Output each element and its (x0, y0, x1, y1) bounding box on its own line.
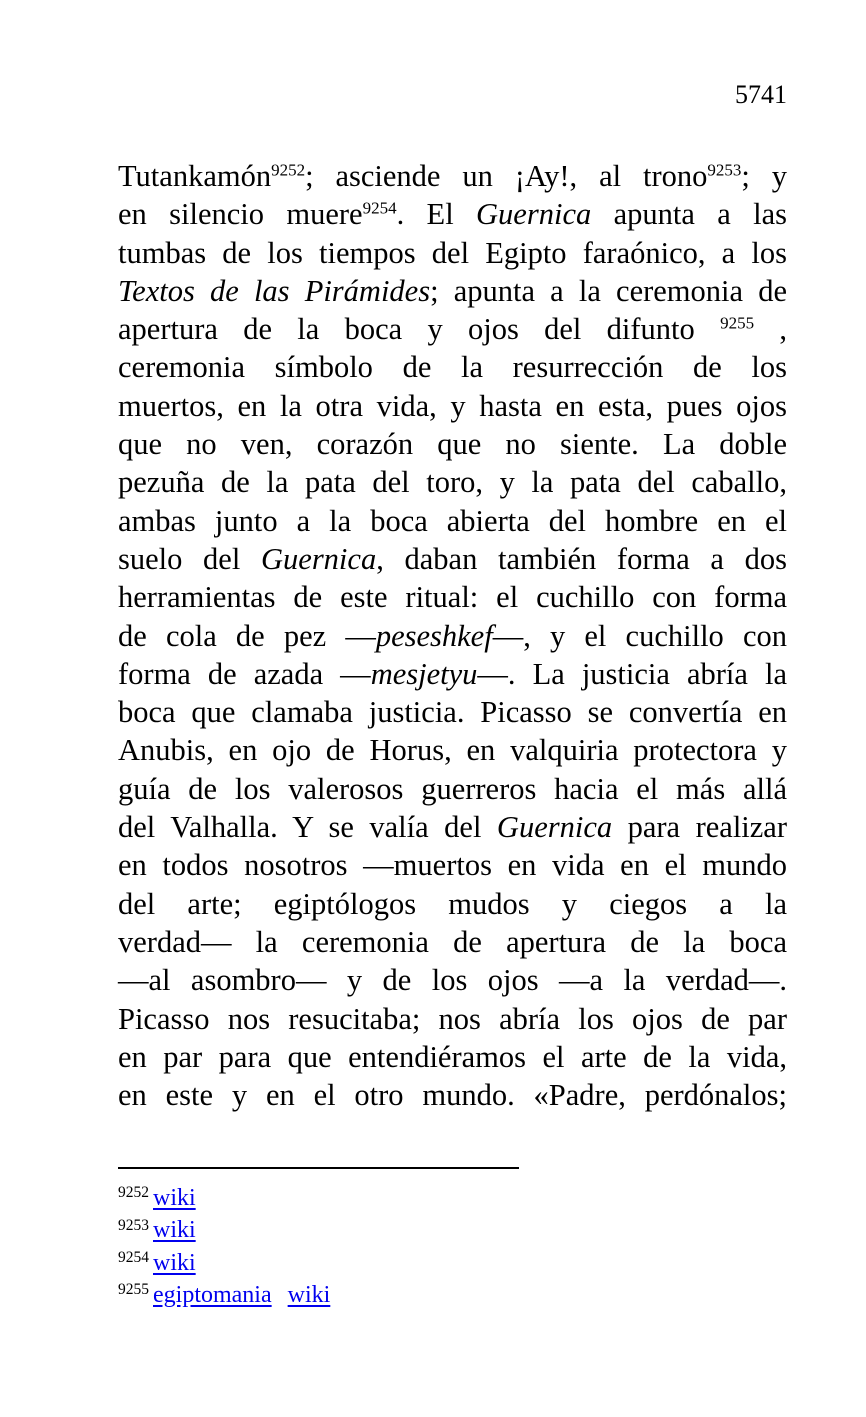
text-line: en todos nosotros —muertos en vida en el mundo (118, 848, 787, 883)
footnote-item (118, 1247, 330, 1279)
text-line: tumbas de los tiempos del Egipto faraónico, a los (118, 235, 787, 270)
footnote-item (118, 1279, 330, 1311)
footnote-ref[interactable]: 9255 (720, 313, 755, 333)
text-line: herramientas de este ritual: el cuchillo con forma (118, 580, 787, 615)
footnote-ref[interactable]: 9254 (362, 198, 397, 218)
footnote-ref[interactable]: 9252 (271, 160, 306, 180)
text-line: apertura de la boca y ojos del difunto $^{9255}$ , (118, 312, 788, 347)
text-line: ceremonia símbolo de la resurrección de los (118, 350, 787, 385)
text-line: boca que clamaba justicia. Picasso se convertía en (118, 695, 787, 730)
footnote-number: 9254 (118, 1248, 149, 1266)
text-line: Tutankamón$^{9252}$; asciende un ¡Ay!, al trono$^{9253}$; y (118, 159, 787, 193)
text-line: guía de los valerosos guerreros hacia el más allá (118, 771, 787, 806)
text-line: en silencio muere$^{9254}$. El Guernica apunta a las (118, 197, 788, 232)
page-number: 5741 (735, 80, 787, 109)
text-line: forma de azada —mesjetyu—. La justicia abría la (118, 656, 787, 691)
body-paragraph (118, 157, 787, 1114)
footnote-ref[interactable]: 9253 (707, 160, 742, 180)
text-line: suelo del Guernica, daban también forma a dos (118, 541, 787, 576)
footnote-number: 9253 (118, 1216, 149, 1234)
text-line: del arte; egiptólogos mudos y ciegos a la (118, 886, 787, 921)
footnote-link-wiki[interactable]: wiki (153, 1217, 196, 1244)
footnote-number: 9252 (118, 1184, 149, 1202)
footnote-link-wiki[interactable]: wiki (153, 1185, 196, 1211)
text-line: muertos, en la otra vida, y hasta en esta, pues ojos (118, 388, 787, 423)
footnote-link-wiki[interactable]: wiki (153, 1249, 196, 1276)
text-line: del Valhalla. Y se valía del Guernica para realizar (118, 810, 787, 845)
text-line: ambas junto a la boca abierta del hombre en el (118, 503, 787, 538)
text-line: Textos de las Pirámides; apunta a la ceremonia de (118, 273, 787, 308)
footnotes (118, 1182, 330, 1311)
footnote-link-egiptomania[interactable]: egiptomania (153, 1281, 272, 1308)
text-line: en par para que entendiéramos el arte de la vida, (118, 1039, 787, 1074)
footnote-item (118, 1214, 330, 1246)
text-line: de cola de pez —peseshkef—, y el cuchillo con (118, 618, 787, 653)
text-line: en este y en el otro mundo. «Padre, perdónalos; (118, 1078, 787, 1113)
text-line: pezuña de la pata del toro, y la pata del caballo, (118, 465, 787, 500)
text-line: Picasso nos resucitaba; nos abría los ojos de par (118, 1001, 787, 1036)
footnote-separator (118, 1167, 519, 1169)
footnote-number: 9255 (118, 1281, 149, 1299)
text-line: Anubis, en ojo de Horus, en valquiria protectora y (118, 733, 787, 768)
text-line: verdad— la ceremonia de apertura de la boca (118, 924, 787, 959)
footnote-link-wiki[interactable]: wiki (287, 1281, 331, 1308)
text-line: que no ven, corazón que no siente. La doble (118, 427, 787, 462)
footnote-item (118, 1182, 330, 1214)
text-line: —al asombro— y de los ojos —a la verdad—. (118, 963, 787, 998)
